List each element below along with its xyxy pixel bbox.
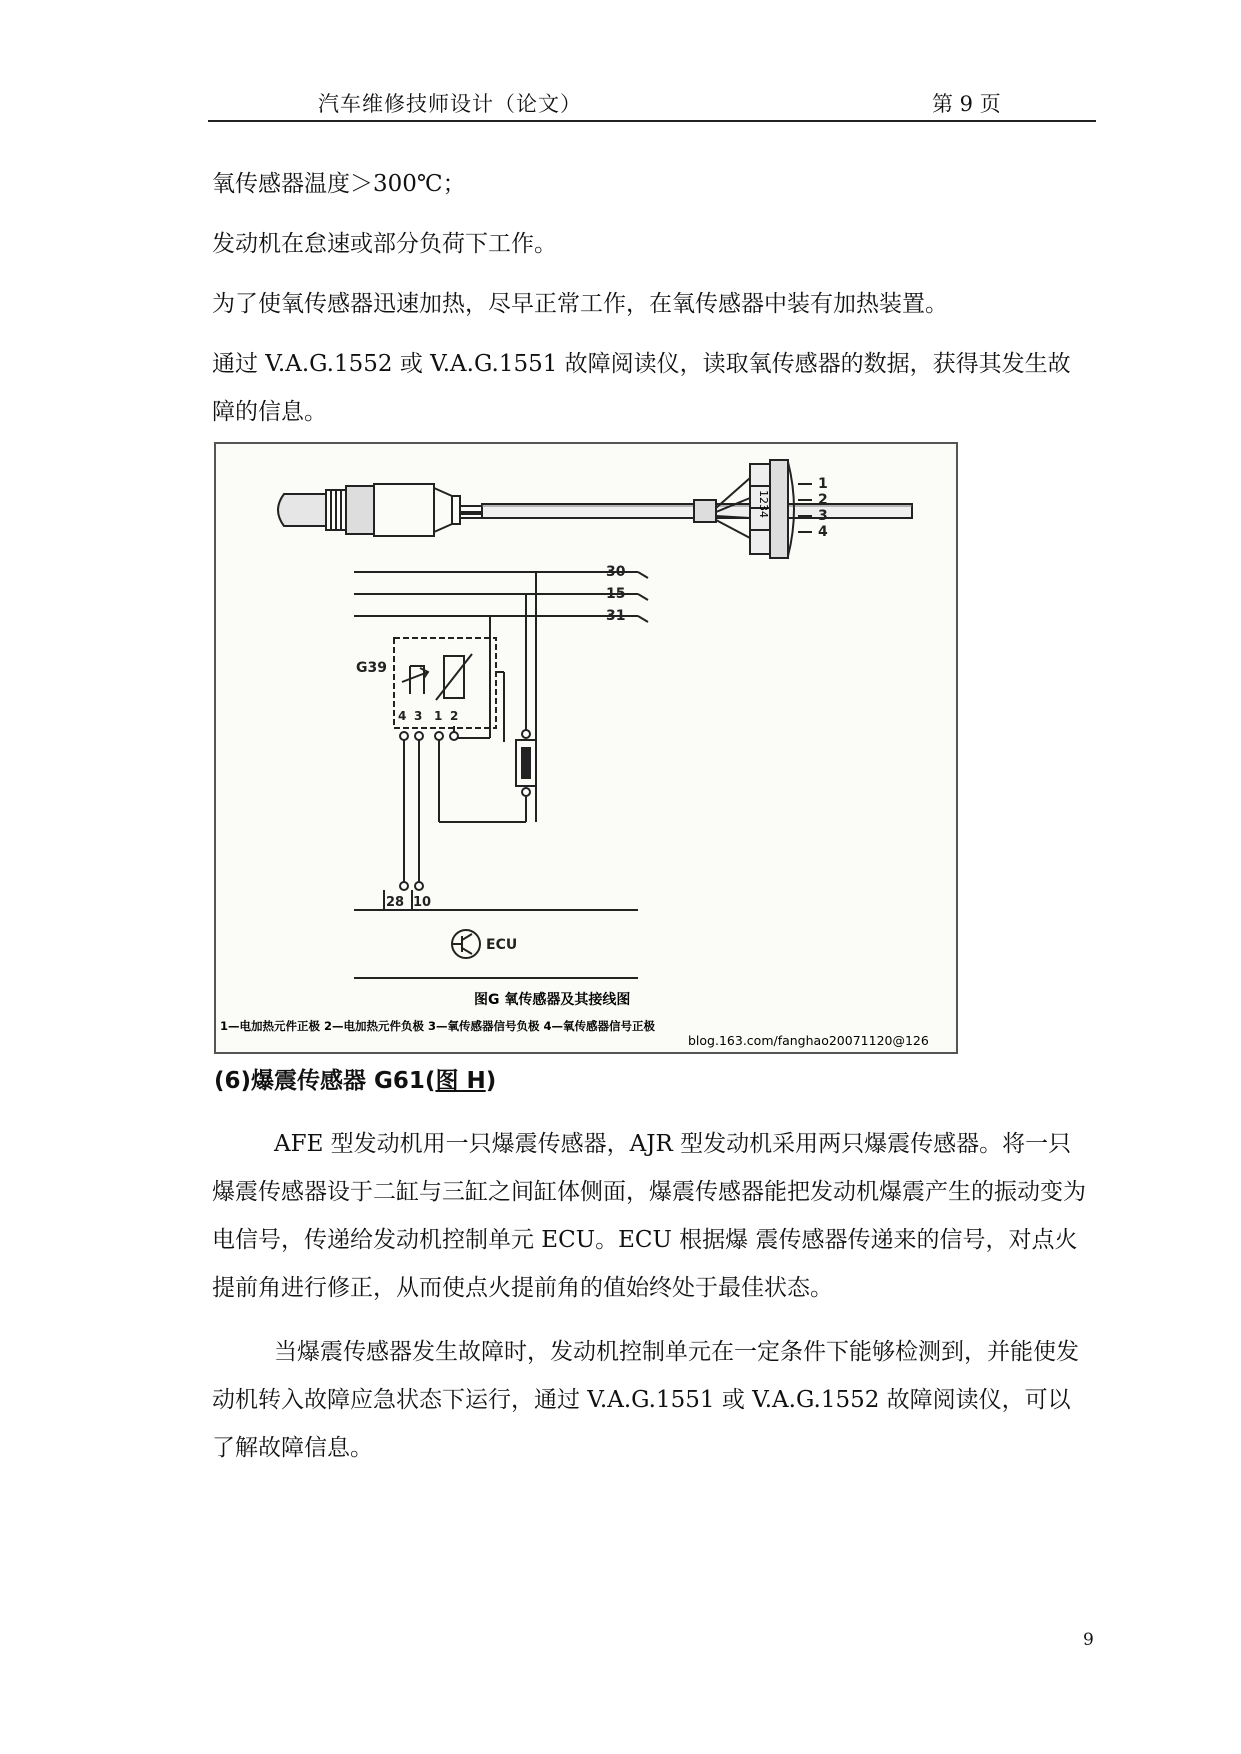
component-label-g39: G39 [356,660,387,676]
bus-label-15: 15 [606,586,626,602]
wiring-diagram [354,572,648,978]
ecu-pin-28: 28 [386,895,405,910]
paragraph-knock-sensor-fault: 当爆震传感器发生故障时，发动机控制单元在一定条件下能够检测到，并能使发动机转入故障应急状态下运行，通过 V.A.G.1551 或 V.A.G.1552 故障阅读仪，可以了解故障信息。 [212,1339,1079,1461]
header-title: 汽车维修技师设计（论文） [318,92,582,116]
figure-watermark: blog.163.com/fanghao20071120@126 [688,1033,929,1048]
figure-caption: 图G 氧传感器及其接线图 [474,992,631,1008]
paragraph-fault-reader: 通过 V.A.G.1552 或 V.A.G.1551 故障阅读仪，读取氧传感器的数据，获得其发生故障的信息。 [212,351,1071,425]
figure-h-link[interactable]: 图 H [435,1068,486,1094]
oxygen-sensor-drawing [278,460,912,558]
oxygen-sensor-diagram [214,442,958,1054]
connector-pin-3: 3 [818,508,828,524]
paragraph-knock-sensor-description: AFE 型发动机用一只爆震传感器，AJR 型发动机采用两只爆震传感器。将一只爆震传感器设于二缸与三缸之间缸体侧面，爆震传感器能把发动机爆震产生的振动变为电信号，传递给发动机控制单元 ECU。ECU 根据爆 震传感器传递来的信号，对点火提前角进行修正，从而使点火提前角的值始终处于最佳状态。 [212,1131,1086,1301]
ecu-label: ECU [486,937,518,953]
terminal-1: 1 [434,709,443,723]
connector-pin-1: 1 [818,476,828,492]
terminal-2: 2 [450,709,459,723]
page-number: 9 [1083,1630,1094,1650]
header-rule [208,120,1096,122]
oxygen-sensor-figure [214,442,958,1054]
section-heading-suffix: ) [485,1068,497,1094]
connector-pin-2: 2 [818,492,828,508]
paragraph-oxygen-temperature: 氧传感器温度＞300℃； [212,171,466,197]
paragraph-engine-condition: 发动机在怠速或部分负荷下工作。 [212,231,557,257]
paragraph-heating-device: 为了使氧传感器迅速加热，尽早正常工作，在氧传感器中装有加热装置。 [212,291,948,317]
terminal-3: 3 [414,709,423,723]
section-heading-knock-sensor [214,1062,496,1095]
header-page-label: 第 9 页 [932,92,1001,116]
section-heading-prefix: (6)爆震传感器 G61( [214,1068,436,1094]
terminal-4: 4 [398,709,407,723]
connector-inner-label: 1234 [757,490,770,518]
bus-label-31: 31 [606,608,626,624]
figure-legend: 1—电加热元件正极 2—电加热元件负极 3—氧传感器信号负极 4—氧传感器信号正极 [220,1019,656,1033]
bus-label-30: 30 [606,564,626,580]
ecu-pin-10: 10 [413,895,432,910]
connector-pin-4: 4 [818,524,828,540]
